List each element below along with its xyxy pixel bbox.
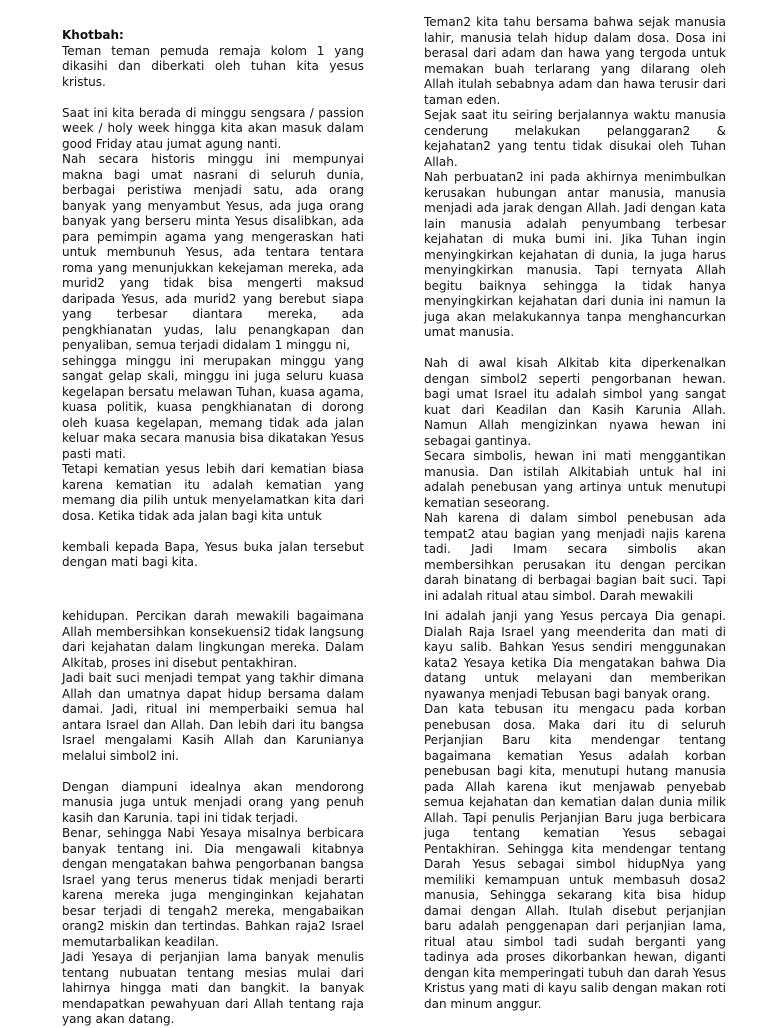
paragraph: Tetapi kematian yesus lebih dari kematian biasa karena kematian itu adalah kematian yang memang dia pilih untuk menyelamatkan kita dari dosa. Ketika tidak ada jalan bagi kita untuk [62, 462, 364, 523]
paragraph: Benar, sehingga Nabi Yesaya misalnya berbicara banyak tentang ini. Dia mengawali kitabnya dengan mengatakan bahwa pengorbanan bangsa Israel yang terus menerus tidak menjadi berarti karena mereka juga menginginkan kejahatan besar terjadi di tengah2 mereka, mengabaikan orang2 miskin dan tertindas. Bahkan raja2 Israel memutarbalikan keadilan. [62, 826, 364, 949]
paragraph: Nah karena di dalam simbol penebusan ada tempat2 atau bagian yang menjadi najis karena tadi. Jadi Imam secara simbolis akan membersihkan perusakan itu dengan percikan darah binatang di berbagai bagian bait suci. Tapi ini adalah ritual atau simbol. Darah mewakili [424, 511, 726, 603]
paragraph: Teman2 kita tahu bersama bahwa sejak manusia lahir, manusia telah hidup dalam dosa. Dosa ini berasal dari adam dan hawa yang tergoda untuk memakan buah terlarang yang dilarang oleh Allah itulah sebabnya adam dan hawa terusir dari taman eden. [424, 15, 726, 107]
page2-column-left [62, 609, 364, 1024]
paragraph: Dan kata tebusan itu mengacu pada korban penebusan dosa. Maka dari itu di seluruh Perjanjian Baru kita mendengar tentang bagaimana kematian Yesus adalah korban penebusan bagi kita, menutupi hutang manusia pada Allah karena ikut menjawab penyebab semua kejahatan dan kematian dalan dunia milik Allah. Tapi penulis Perjanjian Baru juga berbicara juga tentang kematian Yesus sebagai Pentakhiran. Sehingga kita mendengar tentang Darah Yesus sebagai simbol hidupNya yang memiliki kemampuan untuk membasuh dosa2 manusia, Sehingga sekarang kita bisa hidup damai dengan Allah. Itulah disebut perjanjian baru adalah penggenapan dari perjanjian lama, ritual atau simbol tadi sudah berganti yang tadinya ada proses dikorbankan hewan, diganti dengan kita memperingati tubuh dan darah Yesus Kristus yang mati di kayu salib dengan makan roti dan minum anggur. [424, 702, 726, 1011]
paragraph: sehingga minggu ini merupakan minggu yang sangat gelap skali, minggu ini juga seluru kuasa kegelapan bersatu melawan Tuhan, kuasa agama, kuasa politik, kuasa pengkhianatan di dorong oleh kuasa kegelapan, memang tidak ada jalan keluar maka secara manusia bisa dikatakan Yesus pasti mati. [62, 353, 364, 461]
paragraph: Ini adalah janji yang Yesus percaya Dia genapi. Dialah Raja Israel yang meenderita dan mati di kayu salib. Bahkan Yesus sendiri menggunakan kata2 Yesaya ketika Dia mengatakan bahwa Dia datang untuk melayani dan memberikan nyawanya menjadi Tebusan bagi banyak orang. [424, 609, 726, 701]
paragraph-gap [424, 341, 726, 357]
paragraph: Nah secara historis minggu ini mempunyai makna bagi umat nasrani di seluruh dunia, berbagai peristiwa menjadi satu, ada orang banyak yang menyambut Yesus, ada juga orang banyak yang berseru minta Yesus disalibkan, ada para pemimpin agama yang mengeraskan hati untuk membunuh Yesus, ada tentara tentara roma yang menunjukkan kekejaman mereka, ada murid2 yang tidak bisa mengerti maksud daripada Yesus, ada murid2 yang berebut siapa yang terbesar diantara mereka, ada pengkhianatan yudas, lalu penangkapan dan penyaliban, semua terjadi didalam 1 minggu ni, [62, 152, 364, 352]
paragraph: Nah perbuatan2 ini pada akhirnya menimbulkan kerusakan hubungan antar manusia, manusia menjadi ada jarak dengan Allah. Jadi dengan kata lain manusia adalah penyumbang terbesar kejahatan di muka bumi ini. Jika Tuhan ingin menyingkirkan kejahatan di dunia, Ia juga harus menyingkirkan manusia. Tapi ternyata Allah begitu baiknya sehingga Ia tidak hanya menyingkirkan kejahatan dari dunia ini namun Ia juga akan melakukannya tanpa menghancurkan umat manusia. [424, 170, 726, 339]
paragraph: Nah di awal kisah Alkitab kita diperkenalkan dengan simbol2 seperti pengorbanan hewan. bagi umat Israel itu adalah simbol yang sangat kuat dari Keadilan dan Kasih Karunia Allah. Namun Allah mengizinkan nyawa hewan ini sebagai gantinya. [424, 356, 726, 448]
page1-column-right [424, 15, 726, 603]
paragraph-gap [62, 764, 364, 780]
paragraph: Jadi Yesaya di perjanjian lama banyak menulis tentang nubuatan tentang mesias mulai dari lahirnya hingga mati dan bangkit. Ia banyak mendapatkan pewahyuan dari Allah tentang raja yang akan datang. [62, 950, 364, 1026]
paragraph: kehidupan. Percikan darah mewakili bagaimana Allah membersihkan konsekuensi2 tidak langsung dari kejahatan dalam lingkungan mereka. Dalam Alkitab, proses ini disebut pentakhiran. [62, 609, 364, 670]
paragraph: Dengan diampuni idealnya akan mendorong manusia juga untuk menjadi orang yang penuh kasih dan Karunia. tapi ini tidak terjadi. [62, 779, 364, 825]
sermon-title: Khotbah: [62, 28, 124, 42]
page2-column-right [424, 609, 726, 1024]
paragraph: Jadi bait suci menjadi tempat yang takhir dimana Allah dan umatnya dapat hidup bersama dalam damai. Jadi, ritual ini memperbaiki semua hal antara Israel dan Allah. Dan lebih dari itu bangsa Israel mengalami Kasih Allah dan Karunianya melalui simbol2 ini. [62, 671, 364, 763]
paragraph: Saat ini kita berada di minggu sengsara / passion week / holy week hingga kita akan masuk dalam good Friday atau jumat agung nanti. [62, 105, 364, 151]
paragraph-gap [62, 524, 364, 540]
paragraph-gap [62, 90, 364, 106]
paragraph: Teman teman pemuda remaja kolom 1 yang dikasihi dan diberkati oleh tuhan kita yesus kristus. [62, 43, 364, 89]
paragraph: Secara simbolis, hewan ini mati menggantikan manusia. Dan istilah Alkitabiah untuk hal ini adalah penebusan yang artinya untuk menutupi kematian seseorang. [424, 449, 726, 510]
paragraph: Sejak saat itu seiring berjalannya waktu manusia cenderung melakukan pelanggaran2 & kejahatan2 yang tentu tidak disukai oleh Tuhan Allah. [424, 108, 726, 169]
page1-column-left [62, 28, 364, 583]
paragraph: kembali kepada Bapa, Yesus buka jalan tersebut dengan mati bagi kita. [62, 539, 364, 569]
